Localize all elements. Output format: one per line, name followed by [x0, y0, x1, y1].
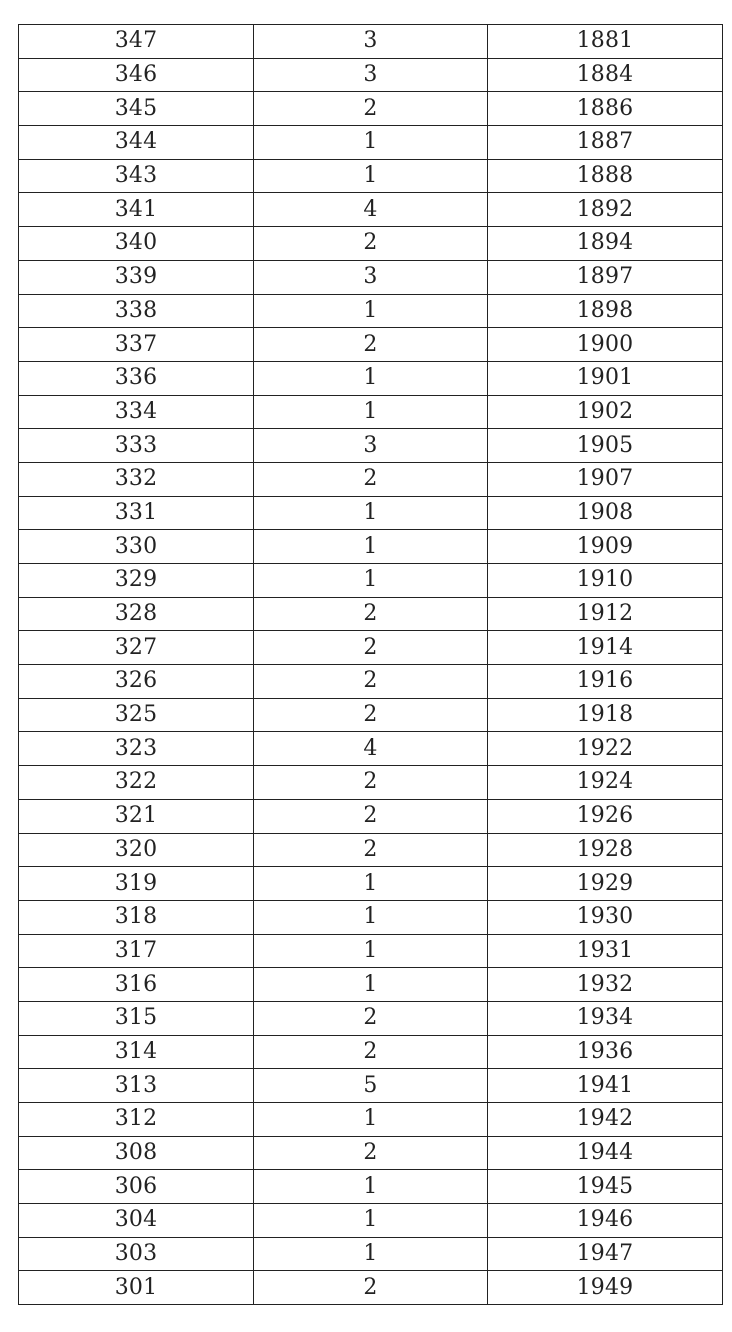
count-cell: 1: [254, 361, 488, 395]
score-cell: 315: [19, 1001, 254, 1035]
cumulative-count-cell: 1930: [488, 900, 723, 934]
score-cell: 343: [19, 159, 254, 193]
count-cell: 2: [254, 1001, 488, 1035]
table-row: [19, 766, 723, 800]
score-cell: 341: [19, 193, 254, 227]
table-row: [19, 260, 723, 294]
count-cell: 1: [254, 968, 488, 1002]
count-cell: 3: [254, 25, 488, 59]
table-row: [19, 92, 723, 126]
cumulative-count-cell: 1886: [488, 92, 723, 126]
score-cell: 330: [19, 530, 254, 564]
count-cell: 1: [254, 934, 488, 968]
score-cell: 333: [19, 429, 254, 463]
count-cell: 2: [254, 698, 488, 732]
cumulative-count-cell: 1902: [488, 395, 723, 429]
table-row: [19, 564, 723, 598]
count-cell: 1: [254, 395, 488, 429]
table-row: [19, 1204, 723, 1238]
cumulative-count-cell: 1912: [488, 597, 723, 631]
score-cell: 312: [19, 1103, 254, 1137]
table-row: [19, 429, 723, 463]
count-cell: 1: [254, 1237, 488, 1271]
cumulative-count-cell: 1892: [488, 193, 723, 227]
table-row: [19, 496, 723, 530]
cumulative-count-cell: 1910: [488, 564, 723, 598]
score-cell: 331: [19, 496, 254, 530]
score-cell: 316: [19, 968, 254, 1002]
table-row: [19, 934, 723, 968]
score-cell: 326: [19, 665, 254, 699]
table-row: [19, 900, 723, 934]
table-row: [19, 126, 723, 160]
cumulative-count-cell: 1901: [488, 361, 723, 395]
score-cell: 306: [19, 1170, 254, 1204]
score-cell: 344: [19, 126, 254, 160]
count-cell: 2: [254, 833, 488, 867]
count-cell: 1: [254, 1204, 488, 1238]
count-cell: 2: [254, 597, 488, 631]
score-cell: 329: [19, 564, 254, 598]
count-cell: 2: [254, 462, 488, 496]
cumulative-count-cell: 1949: [488, 1271, 723, 1305]
count-cell: 1: [254, 1170, 488, 1204]
cumulative-count-cell: 1914: [488, 631, 723, 665]
table-row: [19, 227, 723, 261]
score-cell: 336: [19, 361, 254, 395]
table-body: [19, 25, 723, 1305]
score-cell: 304: [19, 1204, 254, 1238]
count-cell: 2: [254, 1271, 488, 1305]
table-row: [19, 58, 723, 92]
count-cell: 2: [254, 227, 488, 261]
cumulative-count-cell: 1928: [488, 833, 723, 867]
score-cell: 337: [19, 328, 254, 362]
table-row: [19, 1103, 723, 1137]
score-cell: 334: [19, 395, 254, 429]
score-cell: 308: [19, 1136, 254, 1170]
count-cell: 2: [254, 665, 488, 699]
table-row: [19, 665, 723, 699]
table-row: [19, 1035, 723, 1069]
cumulative-count-cell: 1922: [488, 732, 723, 766]
cumulative-count-cell: 1934: [488, 1001, 723, 1035]
cumulative-count-cell: 1908: [488, 496, 723, 530]
cumulative-count-cell: 1944: [488, 1136, 723, 1170]
cumulative-count-cell: 1929: [488, 867, 723, 901]
table-row: [19, 361, 723, 395]
score-cell: 301: [19, 1271, 254, 1305]
table-row: [19, 867, 723, 901]
score-cell: 332: [19, 462, 254, 496]
score-cell: 314: [19, 1035, 254, 1069]
table-row: [19, 631, 723, 665]
cumulative-count-cell: 1905: [488, 429, 723, 463]
cumulative-count-cell: 1947: [488, 1237, 723, 1271]
cumulative-count-cell: 1887: [488, 126, 723, 160]
count-cell: 4: [254, 193, 488, 227]
cumulative-count-cell: 1918: [488, 698, 723, 732]
cumulative-count-cell: 1946: [488, 1204, 723, 1238]
table-row: [19, 395, 723, 429]
count-cell: 1: [254, 126, 488, 160]
cumulative-count-cell: 1909: [488, 530, 723, 564]
cumulative-count-cell: 1924: [488, 766, 723, 800]
count-cell: 1: [254, 867, 488, 901]
cumulative-count-cell: 1888: [488, 159, 723, 193]
table-row: [19, 732, 723, 766]
table-row: [19, 1271, 723, 1305]
cumulative-count-cell: 1942: [488, 1103, 723, 1137]
cumulative-count-cell: 1916: [488, 665, 723, 699]
count-cell: 4: [254, 732, 488, 766]
count-cell: 2: [254, 1136, 488, 1170]
table-row: [19, 698, 723, 732]
score-cell: 340: [19, 227, 254, 261]
score-cell: 313: [19, 1069, 254, 1103]
table-row: [19, 159, 723, 193]
score-cell: 321: [19, 799, 254, 833]
count-cell: 1: [254, 1103, 488, 1137]
score-cell: 339: [19, 260, 254, 294]
table-row: [19, 1170, 723, 1204]
cumulative-count-cell: 1936: [488, 1035, 723, 1069]
cumulative-count-cell: 1898: [488, 294, 723, 328]
table-row: [19, 328, 723, 362]
score-cell: 322: [19, 766, 254, 800]
count-cell: 1: [254, 900, 488, 934]
score-cell: 338: [19, 294, 254, 328]
score-cell: 328: [19, 597, 254, 631]
table-row: [19, 799, 723, 833]
table-row: [19, 193, 723, 227]
score-cell: 318: [19, 900, 254, 934]
score-cell: 345: [19, 92, 254, 126]
table-row: [19, 597, 723, 631]
count-cell: 2: [254, 92, 488, 126]
table-row: [19, 833, 723, 867]
score-cell: 325: [19, 698, 254, 732]
cumulative-count-cell: 1945: [488, 1170, 723, 1204]
count-cell: 3: [254, 429, 488, 463]
table-row: [19, 462, 723, 496]
count-cell: 2: [254, 766, 488, 800]
cumulative-count-cell: 1907: [488, 462, 723, 496]
score-distribution-table: [18, 24, 723, 1305]
score-cell: 319: [19, 867, 254, 901]
cumulative-count-cell: 1897: [488, 260, 723, 294]
count-cell: 1: [254, 159, 488, 193]
score-cell: 323: [19, 732, 254, 766]
table-row: [19, 968, 723, 1002]
count-cell: 1: [254, 530, 488, 564]
cumulative-count-cell: 1932: [488, 968, 723, 1002]
table-row: [19, 1136, 723, 1170]
score-cell: 347: [19, 25, 254, 59]
cumulative-count-cell: 1900: [488, 328, 723, 362]
count-cell: 2: [254, 799, 488, 833]
score-cell: 303: [19, 1237, 254, 1271]
table-row: [19, 25, 723, 59]
score-cell: 320: [19, 833, 254, 867]
cumulative-count-cell: 1894: [488, 227, 723, 261]
score-cell: 327: [19, 631, 254, 665]
count-cell: 3: [254, 58, 488, 92]
table-row: [19, 1001, 723, 1035]
count-cell: 1: [254, 294, 488, 328]
cumulative-count-cell: 1884: [488, 58, 723, 92]
table-row: [19, 1237, 723, 1271]
count-cell: 5: [254, 1069, 488, 1103]
count-cell: 1: [254, 564, 488, 598]
count-cell: 2: [254, 328, 488, 362]
cumulative-count-cell: 1926: [488, 799, 723, 833]
table-row: [19, 1069, 723, 1103]
cumulative-count-cell: 1941: [488, 1069, 723, 1103]
cumulative-count-cell: 1931: [488, 934, 723, 968]
score-cell: 346: [19, 58, 254, 92]
cumulative-count-cell: 1881: [488, 25, 723, 59]
count-cell: 2: [254, 631, 488, 665]
table-row: [19, 530, 723, 564]
table-row: [19, 294, 723, 328]
score-cell: 317: [19, 934, 254, 968]
count-cell: 2: [254, 1035, 488, 1069]
count-cell: 1: [254, 496, 488, 530]
count-cell: 3: [254, 260, 488, 294]
